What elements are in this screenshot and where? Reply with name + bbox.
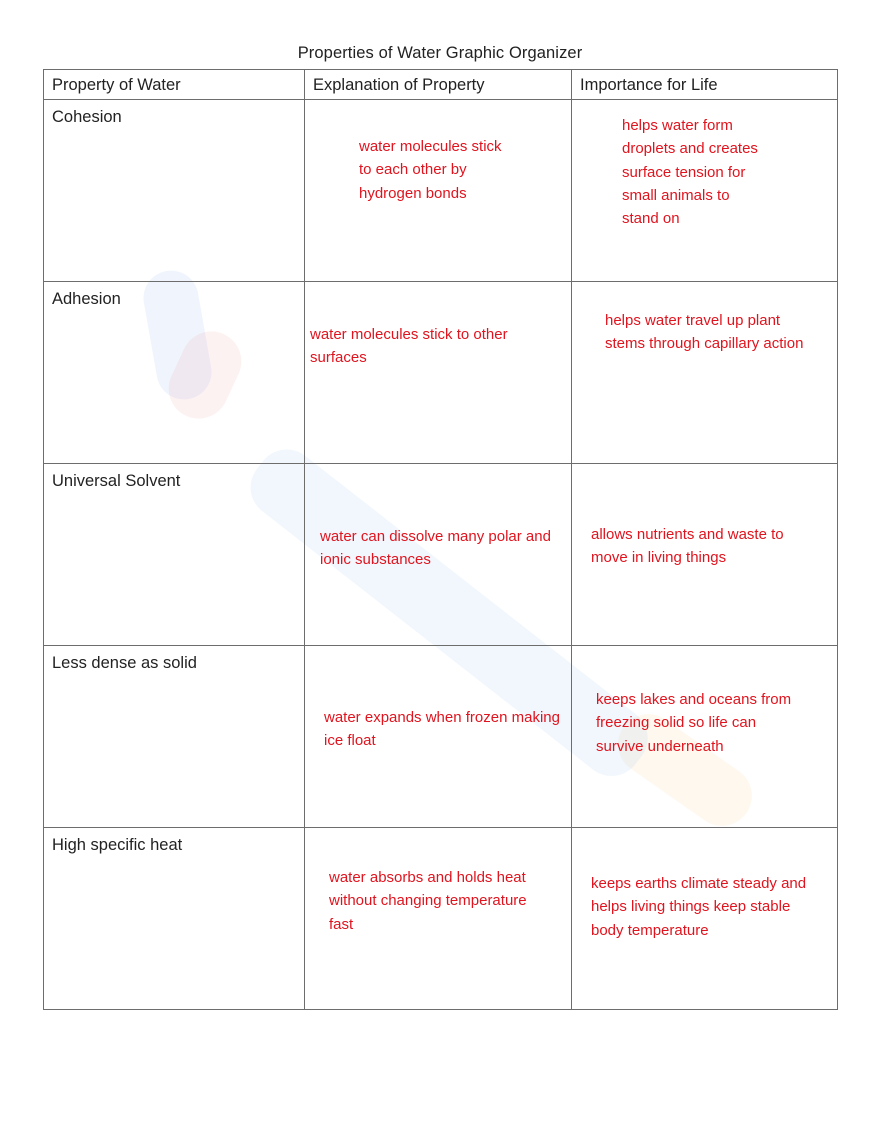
answer-line: surface tension for [622,163,746,181]
page-title: Properties of Water Graphic Organizer [297,44,583,62]
answer-line: to each other by [359,161,467,179]
answer-line: water molecules stick [359,138,502,155]
answer-line: helps water form [622,117,733,134]
property-cell [44,282,305,464]
answer-line: stems through capillary action [605,335,804,353]
answer-line: survive underneath [596,737,724,755]
answer-line: move in living things [591,549,727,567]
property-cell [44,646,305,828]
importance-answer[interactable] [622,114,758,230]
answer-line: small animals to [622,186,730,204]
graphic-organizer-table [43,69,838,1010]
importance-answer[interactable] [591,523,784,570]
explanation-answer[interactable] [329,866,527,936]
header-explanation: Explanation of Property [305,70,572,100]
answer-line: helps living things keep stable [591,898,791,916]
explanation-cell [305,282,572,464]
answer-line: keeps earths climate steady and [591,875,807,892]
answer-line: surfaces [310,349,367,367]
answer-line: without changing temperature [329,892,527,910]
explanation-cell [305,464,572,646]
header-row [44,70,838,100]
answer-line: stand on [622,210,680,228]
explanation-cell [305,828,572,1010]
importance-answer[interactable] [596,688,791,758]
importance-answer[interactable] [591,872,806,942]
property-cell [44,828,305,1010]
answer-line: water absorbs and holds heat [329,869,526,886]
table-row-universal-solvent [44,464,838,646]
answer-line: droplets and creates [622,140,758,158]
importance-cell [572,464,838,646]
property-name: Universal Solvent [52,472,181,490]
table-row-adhesion [44,282,838,464]
header-importance: Importance for Life [572,70,838,100]
importance-answer[interactable] [605,309,803,356]
answer-line: helps water travel up plant [605,312,781,329]
property-name: High specific heat [52,836,183,854]
table-row-high-specific-heat [44,828,838,1010]
property-cell [44,100,305,282]
importance-cell [572,828,838,1010]
answer-line: keeps lakes and oceans from [596,691,792,708]
header-property: Property of Water [44,70,305,100]
property-cell [44,464,305,646]
answer-line: ionic substances [320,551,431,569]
importance-cell [572,100,838,282]
explanation-answer[interactable] [359,135,502,205]
property-name: Less dense as solid [52,654,197,672]
explanation-cell [305,100,572,282]
answer-line: fast [329,915,354,933]
explanation-answer[interactable] [320,525,551,572]
property-name: Adhesion [52,290,121,308]
explanation-cell [305,646,572,828]
answer-line: water expands when frozen making [324,709,560,726]
property-name: Cohesion [52,108,122,126]
answer-line: ice float [324,732,376,750]
answer-line: hydrogen bonds [359,184,467,202]
answer-line: allows nutrients and waste to [591,526,784,543]
explanation-answer[interactable] [324,706,560,753]
answer-line: freezing solid so life can [596,714,757,732]
table-row-less-dense-as-solid [44,646,838,828]
answer-line: water molecules stick to other [310,326,508,343]
explanation-answer[interactable] [310,323,508,370]
table-row-cohesion [44,100,838,282]
importance-cell [572,282,838,464]
importance-cell [572,646,838,828]
answer-line: water can dissolve many polar and [320,528,551,545]
answer-line: body temperature [591,921,709,939]
